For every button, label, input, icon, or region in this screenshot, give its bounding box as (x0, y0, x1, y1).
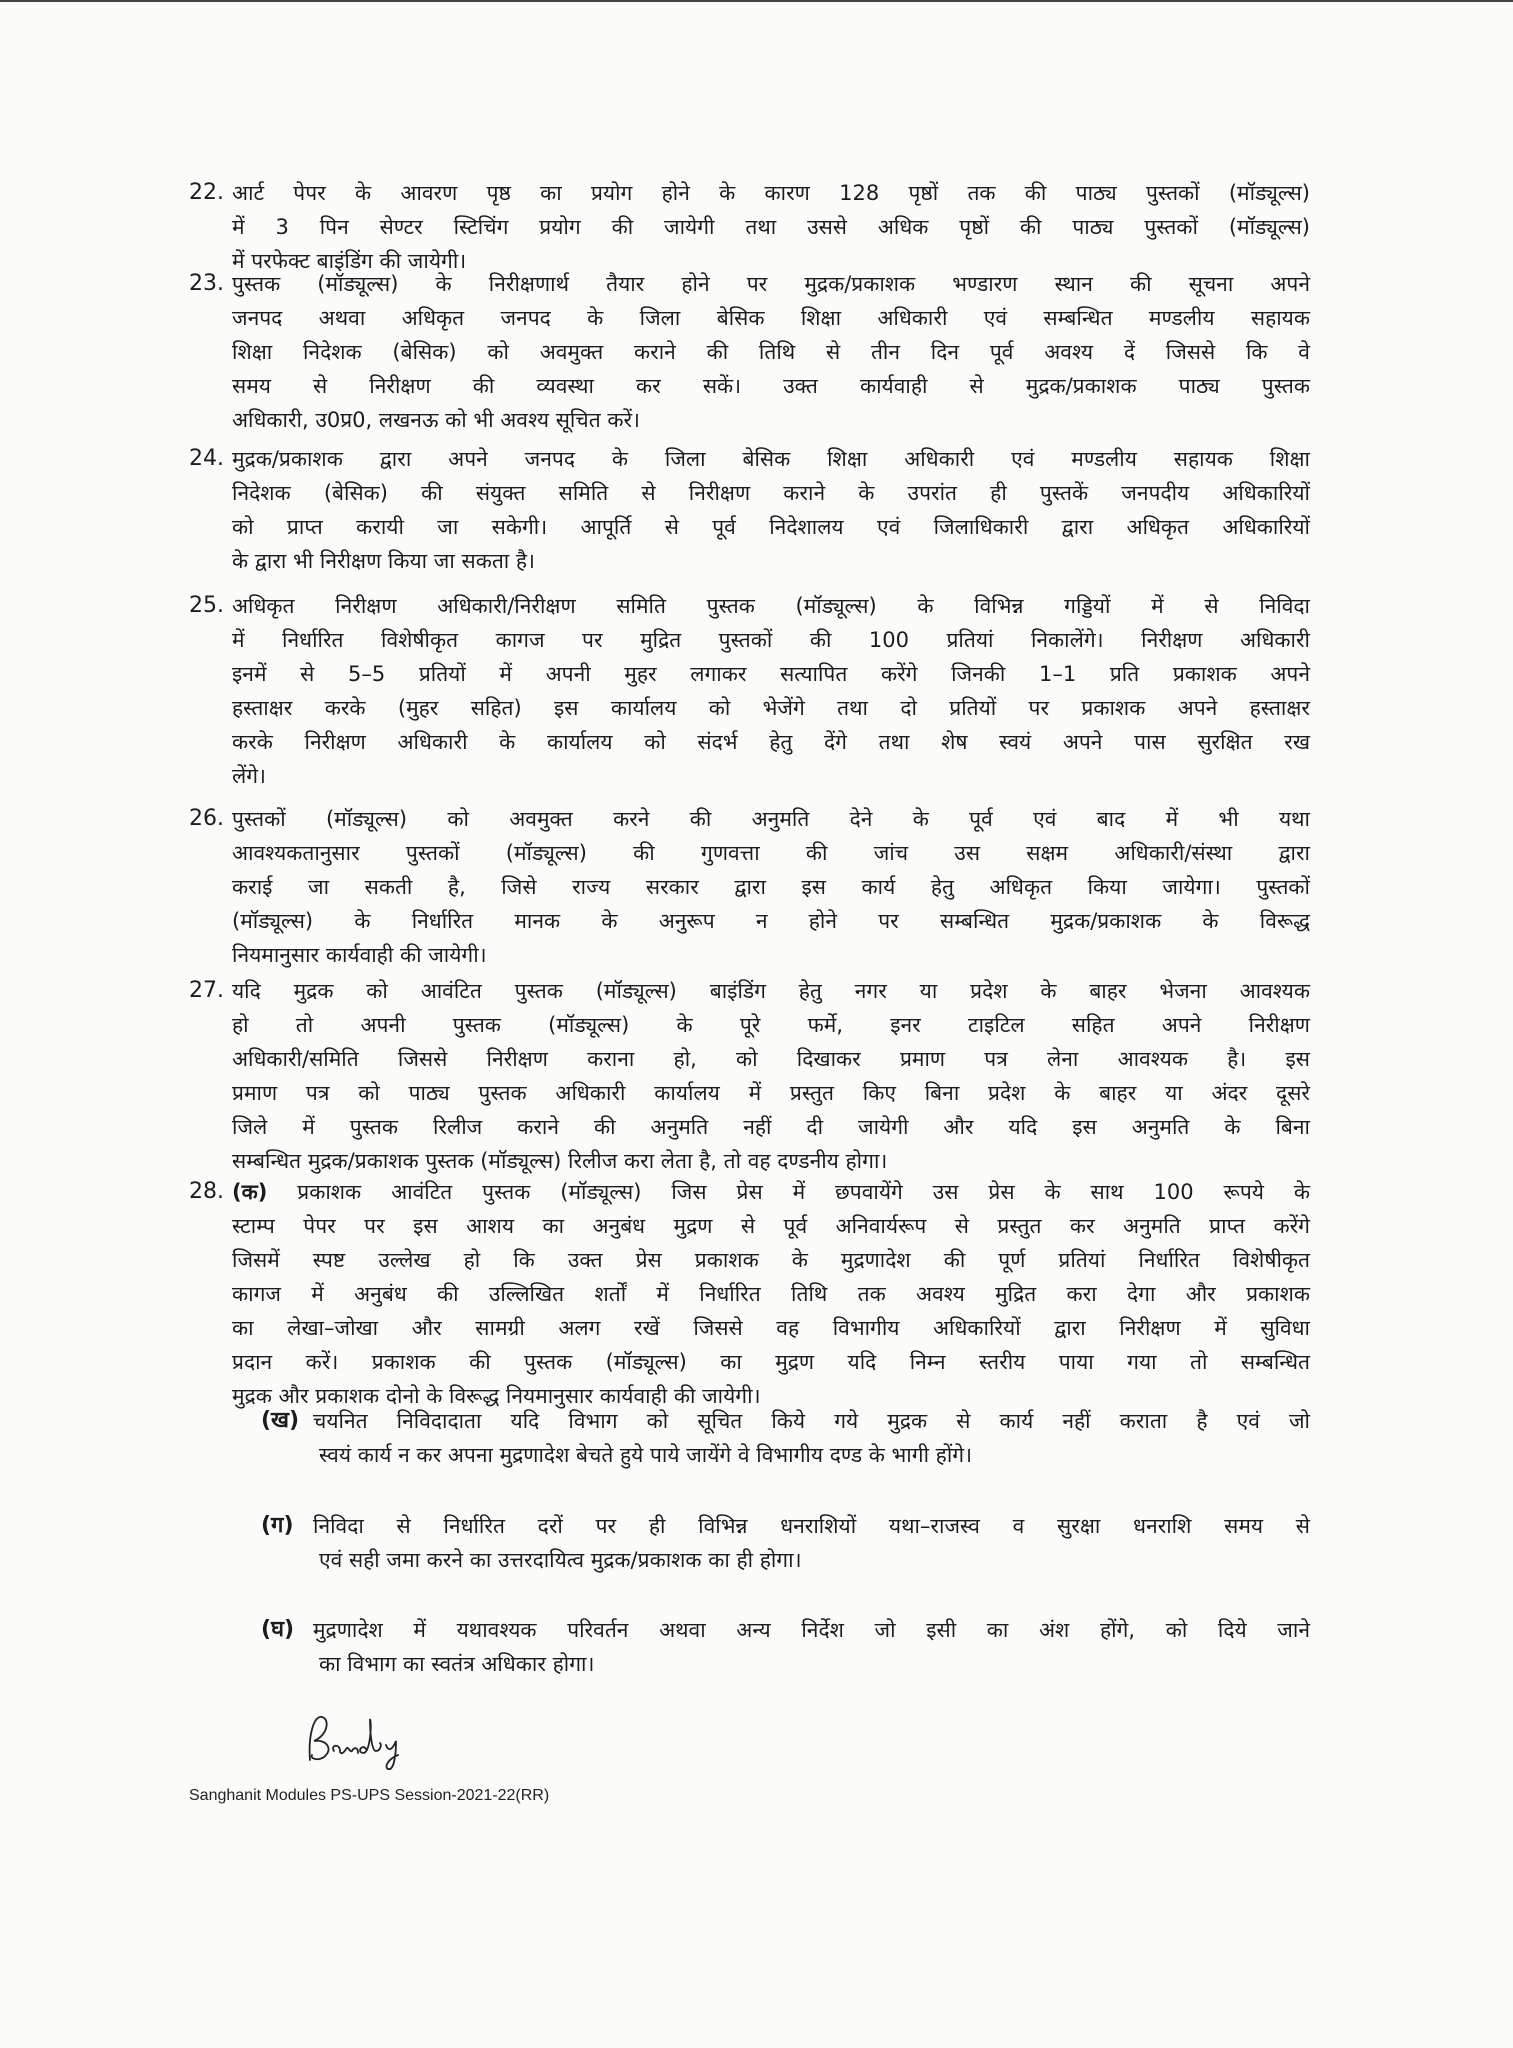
clause-item (189, 176, 1310, 278)
text-line: अधिकारी/समिति जिससे निरीक्षण कराना हो, को दिखाकर प्रमाण पत्र लेना आवश्यक है। इस (232, 1047, 1310, 1071)
text-line: नियमानुसार कार्यवाही की जायेगी। (232, 943, 487, 967)
item-28-gha (261, 1613, 1310, 1681)
item-28-ga (261, 1509, 1310, 1577)
item-number: 26. (189, 806, 224, 831)
text-line: हो तो अपनी पुस्तक (मॉड्यूल्स) के पूरे फर्मे, इनर टाइटिल सहित अपने निरीक्षण (232, 1013, 1310, 1037)
text-line: प्रमाण पत्र को पाठ्य पुस्तक अधिकारी कार्यालय में प्रस्तुत किए बिना प्रदेश के बाहर या अंदर दूसरे (232, 1081, 1310, 1105)
text-line: चयनित निविदादाता यदि विभाग को सूचित किये गये मुद्रक से कार्य नहीं कराता है एवं जो (313, 1409, 1310, 1433)
text-line: हस्ताक्षर करके (मुहर सहित) इस कार्यालय को भेजेंगे तथा दो प्रतियों पर प्रकाशक अपने हस्ताक्षर (232, 696, 1310, 720)
text-line: जिसमें स्पष्ट उल्लेख हो कि उक्त प्रेस प्रकाशक के मुद्रणादेश की पूर्ण प्रतियां निर्धारित विशेषीकृत (232, 1248, 1310, 1272)
text-line: आर्ट पेपर के आवरण पृष्ठ का प्रयोग होने के कारण 128 पृष्ठों तक की पाठ्य पुस्तकों (मॉड्यूल्स) (232, 181, 1310, 205)
text-line: मुद्रक और प्रकाशक दोनो के विरूद्ध नियमानुसार कार्यवाही की जायेगी। (232, 1384, 761, 1408)
text-line: समय से निरीक्षण की व्यवस्था कर सकें। उक्त कार्यवाही से मुद्रक/प्रकाशक पाठ्य पुस्तक (232, 374, 1310, 398)
text-line: में निर्धारित विशेषीकृत कागज पर मुद्रित पुस्तकों की 100 प्रतियां निकालेंगे। निरीक्षण अधिकारी (232, 628, 1310, 652)
text-line: जनपद अथवा अधिकृत जनपद के जिला बेसिक शिक्षा अधिकारी एवं सम्बन्धित मण्डलीय सहायक (232, 306, 1310, 330)
sub-label: (ग) (261, 1513, 294, 1538)
text-line: प्रदान करें। प्रकाशक की पुस्तक (मॉड्यूल्स) का मुद्रण यदि निम्न स्तरीय पाया गया तो सम्बन्धित (232, 1350, 1310, 1374)
clause-item (189, 974, 1310, 1178)
text-line: लेंगे। (232, 764, 267, 788)
text-line: निदेशक (बेसिक) की संयुक्त समिति से निरीक्षण कराने के उपरांत ही पुस्तकें जनपदीय अधिकारियों (232, 481, 1310, 505)
text-line: में परफेक्ट बाइंडिंग की जायेगी। (232, 249, 467, 273)
signature (300, 1705, 410, 1779)
text-line: जिले में पुस्तक रिलीज कराने की अनुमति नहीं दी जायेगी और यदि इस अनुमति के बिना (232, 1115, 1310, 1139)
text-line: कागज में अनुबंध की उल्लिखित शर्तों में निर्धारित तिथि तक अवश्य मुद्रित करा देगा और प्रकाशक (232, 1282, 1310, 1306)
clause-item (189, 802, 1310, 972)
text-line: मुद्रक/प्रकाशक द्वारा अपने जनपद के जिला बेसिक शिक्षा अधिकारी एवं मण्डलीय सहायक शिक्षा (232, 447, 1310, 471)
item-28-ka-first-line (232, 1175, 1310, 1209)
text-line: एवं सही जमा करने का उत्तरदायित्व मुद्रक/प्रकाशक का ही होगा। (319, 1548, 802, 1572)
text-line: पुस्तकों (मॉड्यूल्स) को अवमुक्त करने की अनुमति देने के पूर्व एवं बाद में भी यथा (232, 807, 1310, 831)
text-line: प्रकाशक आवंटित पुस्तक (मॉड्यूल्स) जिस प्रेस में छपवायेंगे उस प्रेस के साथ 100 रूपये के (297, 1180, 1310, 1204)
text-line: शिक्षा निदेशक (बेसिक) को अवमुक्त कराने की तिथि से तीन दिन पूर्व अवश्य दें जिससे कि वे (232, 340, 1310, 364)
sub-label: (घ) (261, 1617, 295, 1642)
text-line: को प्राप्त करायी जा सकेगी। आपूर्ति से पूर्व निदेशालय एवं जिलाधिकारी द्वारा अधिकृत अधिकारियों (232, 515, 1310, 539)
text-line: का विभाग का स्वतंत्र अधिकार होगा। (319, 1652, 595, 1676)
clause-item (189, 267, 1310, 437)
text-line: कराई जा सकती है, जिसे राज्य सरकार द्वारा इस कार्य हेतु अधिकृत किया जायेगा। पुस्तकों (232, 875, 1310, 899)
item-number: 24. (189, 446, 224, 471)
clause-item (189, 589, 1310, 793)
text-line: सम्बन्धित मुद्रक/प्रकाशक पुस्तक (मॉड्यूल्स) रिलीज करा लेता है, तो वह दण्डनीय होगा। (232, 1149, 888, 1173)
text-line: करके निरीक्षण अधिकारी के कार्यालय को संदर्भ हेतु देंगे तथा शेष स्वयं अपने पास सुरक्षित रख (232, 730, 1310, 754)
text-line: निविदा से निर्धारित दरों पर ही विभिन्न धनराशियों यथा–राजस्व व सुरक्षा धनराशि समय से (313, 1514, 1310, 1538)
text-line: में 3 पिन सेण्टर स्टिचिंग प्रयोग की जायेगी तथा उससे अधिक पृष्ठों की पाठ्य पुस्तकों (मॉड्यूल्स) (232, 215, 1310, 239)
item-number: 27. (189, 978, 224, 1003)
text-line: स्वयं कार्य न कर अपना मुद्रणादेश बेचते हुये पाये जायेंगे वे विभागीय दण्ड के भागी होंगे। (319, 1443, 973, 1467)
clause-item (189, 442, 1310, 578)
item-number: 22. (189, 180, 224, 205)
text-line: आवश्यकतानुसार पुस्तकों (मॉड्यूल्स) की गुणवत्ता की जांच उस सक्षम अधिकारी/संस्था द्वारा (232, 841, 1310, 865)
item-number: 28. (189, 1179, 224, 1204)
text-line: के द्वारा भी निरीक्षण किया जा सकता है। (232, 549, 536, 573)
item-28-ka-body (232, 1175, 1310, 1209)
text-line: (मॉड्यूल्स) के निर्धारित मानक के अनुरूप न होने पर सम्बन्धित मुद्रक/प्रकाशक के विरूद्ध (232, 909, 1310, 933)
item-number: 25. (189, 593, 224, 618)
document-footer: Sanghanit Modules PS-UPS Session-2021-22(RR) (189, 1787, 550, 1804)
handwritten-signature-icon (300, 1705, 410, 1775)
sub-label: (ख) (261, 1408, 300, 1433)
text-line: यदि मुद्रक को आवंटित पुस्तक (मॉड्यूल्स) बाइंडिंग हेतु नगर या प्रदेश के बाहर भेजना आवश्यक (232, 979, 1310, 1003)
text-line: इनमें से 5–5 प्रतियों में अपनी मुहर लगाकर सत्यापित करेंगे जिनकी 1–1 प्रति प्रकाशक अपने (232, 662, 1310, 686)
text-line: अधिकृत निरीक्षण अधिकारी/निरीक्षण समिति पुस्तक (मॉड्यूल्स) के विभिन्न गड्डियों में से निविदा (232, 594, 1310, 618)
text-line: मुद्रणादेश में यथावश्यक परिवर्तन अथवा अन्य निर्देश जो इसी का अंश होंगे, को दिये जाने (313, 1618, 1310, 1642)
item-28-ka (189, 1175, 1310, 1413)
item-28-kha (261, 1404, 1310, 1472)
text-line: पुस्तक (मॉड्यूल्स) के निरीक्षणार्थ तैयार होने पर मुद्रक/प्रकाशक भण्डारण स्थान की सूचना अपने (232, 272, 1310, 296)
sub-label: (क) (232, 1180, 268, 1204)
text-line: अधिकारी, उ0प्र0, लखनऊ को भी अवश्य सूचित करें। (232, 408, 641, 432)
scan-edge-line (0, 0, 1513, 2)
item-number: 23. (189, 271, 224, 296)
text-line: का लेखा–जोखा और सामग्री अलग रखें जिससे वह विभागीय अधिकारियों द्वारा निरीक्षण में सुविधा (232, 1316, 1310, 1340)
text-line: स्टाम्प पेपर पर इस आशय का अनुबंध मुद्रण से पूर्व अनिवार्यरूप से प्रस्तुत कर अनुमति प्राप्त करेंगे (232, 1214, 1310, 1238)
